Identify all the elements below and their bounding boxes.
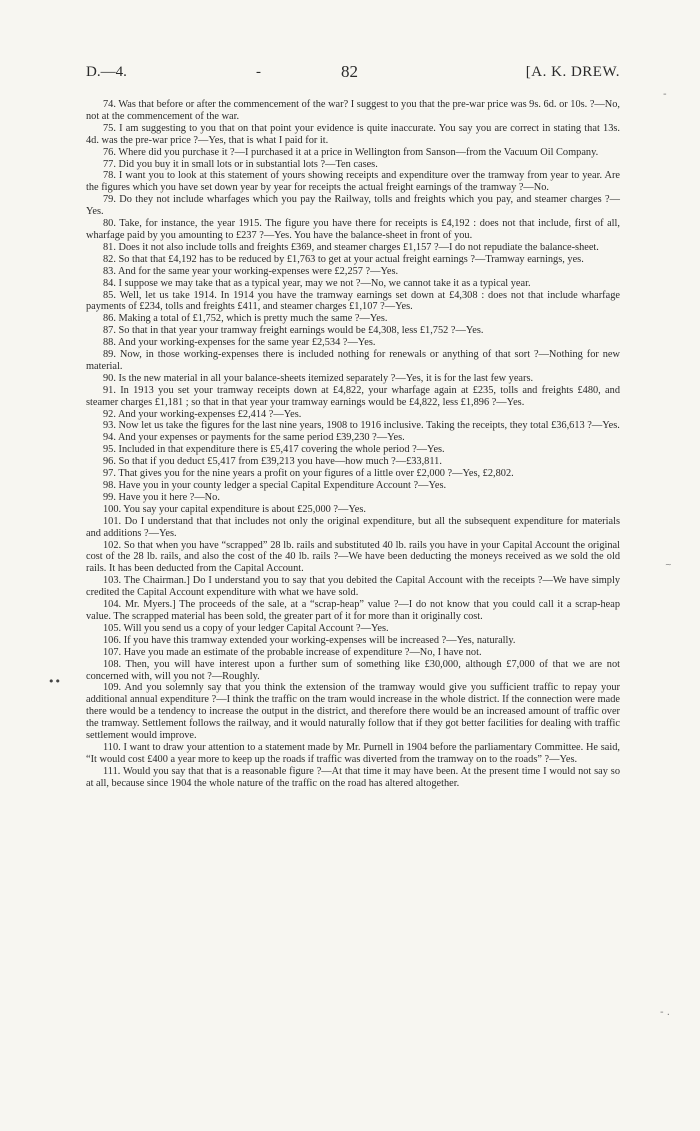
testimony-paragraph: 103. The Chairman.] Do I understand you to say that you debited the Capital Account with the receipts ?—We have simply credited the Capital Account expenditure with what we have sold. — [86, 575, 620, 599]
margin-mark: - — [663, 89, 667, 100]
testimony-paragraph: 90. Is the new material in all your balance-sheets itemized separately ?—Yes, it is for the last few years. — [103, 372, 534, 384]
margin-mark: - . — [660, 1007, 670, 1018]
testimony-paragraph: 109. And you solemnly say that you think the extension of the tramway would give you sufficient traffic to repay your additional annual expenditure ?—I think the traffic on the tram would increase in the whole district. If the connection were made there would be a tendency to increase the output in the district, and therefore there would be an increased amount of traffic over the tramway. Settlement follows the railway, and it would naturally follow that if they got better facilities for dealing with traffic settlement would improve. — [86, 682, 620, 742]
testimony-paragraph: 83. And for the same year your working-expenses were £2,257 ?—Yes. — [103, 265, 399, 277]
margin-mark: ~ — [665, 560, 672, 569]
testimony-paragraph: 89. Now, in those working-expenses there is included nothing for renewals or anything of that sort ?—Nothing for new material. — [86, 349, 620, 372]
margin-mark: •• — [48, 675, 61, 688]
testimony-paragraph: 93. Now let us take the figures for the last nine years, 1908 to 1916 inclusive. Taking the receipts, they total £36,613 ?—Yes. — [103, 420, 620, 432]
testimony-paragraph: 98. Have you in your county ledger a special Capital Expenditure Account ?—Yes. — [103, 480, 447, 491]
testimony-paragraph: 111. Would you say that that is a reasonable figure ?—At that time it may have been. At the present time I would not say so at all, because since 1904 the whole nature of the traffic on the road has altered altogether. — [86, 765, 620, 789]
testimony-paragraph: 97. That gives you for the nine years a profit on your figures of a little over £2,000 ?—Yes, £2,802. — [103, 468, 514, 480]
testimony-paragraph: 107. Have you made an estimate of the probable increase of expenditure ?—No, I have not. — [103, 646, 482, 658]
testimony-paragraph: 85. Well, let us take 1914. In 1914 you have the tramway earnings set down at £4,308 : does not that include wharfage payments of £234, tolls and freights £411, and steamer charges £1,107 ?—Yes. — [86, 289, 620, 313]
page-number: 82 — [341, 62, 358, 81]
testimony-paragraph: 76. Where did you purchase it ?—I purchased it at a price in Wellington from Sanson—from the Vacuum Oil Company. — [103, 146, 599, 158]
testimony-paragraph: 78. I want you to look at this statement of yours showing receipts and expenditure over the tramway from year to year. Are the figures which you have set down year by year for receipts the actual freight earnings of the tramway ?—No. — [86, 170, 620, 194]
testimony-paragraph: 110. I want to draw your attention to a statement made by Mr. Purnell in 1904 before the parliamentary Committee. He said, “It would cost £400 a year more to keep up the roads if traffic was diverted from the tramway on to the roads” ?—Yes. — [86, 741, 620, 765]
testimony-paragraph: 100. You say your capital expenditure is about £25,000 ?—Yes. — [103, 503, 366, 515]
testimony-body — [86, 99, 620, 790]
testimony-paragraph: 81. Does it not also include tolls and freights £369, and steamer charges £1,157 ?—I do not repudiate the balance-sheet. — [103, 241, 599, 253]
testimony-paragraph: 82. So that that £4,192 has to be reduced by £1,763 to get at your actual freight earnings ?—Tramway earnings, yes. — [103, 253, 584, 265]
testimony-paragraph: 77. Did you buy it in small lots or in substantial lots ?—Ten cases. — [103, 158, 378, 170]
testimony-paragraph: 104. Mr. Myers.] The proceeds of the sale, at a “scrap-heap” value ?—I do not know that you could call it a scrap-heap value. The scrapped material has been sold, the greater part of it for more than it originally cost. — [86, 599, 620, 622]
testimony-paragraph: 84. I suppose we may take that as a typical year, may we not ?—No, we cannot take it as a typical year. — [103, 277, 531, 289]
testimony-paragraph: 74. Was that before or after the commencement of the war? I suggest to you that the pre-war price was 9s. 6d. or 10s. ?—No, not at the commencement of the war. — [86, 99, 620, 122]
testimony-paragraph: 94. And your expenses or payments for the same period £39,230 ?—Yes. — [103, 432, 405, 444]
testimony-paragraph: 96. So that if you deduct £5,417 from £39,213 you have—how much ?—£33,811. — [103, 456, 442, 468]
testimony-paragraph: 79. Do they not include wharfages which you pay the Railway, tolls and freights which you pay, and steamer charges ?—Yes. — [86, 194, 620, 218]
document-reference: D.—4. — [86, 64, 127, 80]
testimony-paragraph: 88. And your working-expenses for the same year £2,534 ?—Yes. — [103, 337, 376, 349]
testimony-paragraph: 95. Included in that expenditure there is £5,417 covering the whole period ?—Yes. — [103, 444, 445, 456]
testimony-paragraph: 99. Have you it here ?—No. — [103, 491, 220, 503]
testimony-paragraph: 101. Do I understand that that includes not only the original expenditure, but all the subsequent expenditure for materials and additions ?—Yes. — [86, 515, 620, 539]
testimony-paragraph: 105. Will you send us a copy of your ledger Capital Account ?—Yes. — [103, 622, 389, 634]
testimony-paragraph: 106. If you have this tramway extended your working-expenses will be increased ?—Yes, naturally. — [103, 634, 516, 646]
testimony-paragraph: 92. And your working-expenses £2,414 ?—Yes. — [103, 408, 302, 420]
page-header — [86, 64, 620, 86]
testimony-paragraph: 91. In 1913 you set your tramway receipts down at £4,822, your wharfage again at £235, tolls and freights £480, and steamer charges £1,181 ; so that in that year your tramway earnings would be £4,822, less £1,896 ?—Yes. — [86, 384, 620, 408]
witness-name: [A. K. DREW. — [525, 64, 620, 80]
testimony-paragraph: 87. So that in that year your tramway freight earnings would be £4,308, less £1,752 ?—Yes. — [103, 325, 484, 337]
testimony-paragraph: 80. Take, for instance, the year 1915. The figure you have there for receipts is £4,192 : does not that include, first of all, wharfage paid by you amounting to £237 ?—Yes. You have the balance-sheet in front of you. — [86, 218, 620, 241]
testimony-paragraph: 108. Then, you will have interest upon a further sum of something like £30,000, although £7,000 of that we are not concerned with, will you not ?—Roughly. — [86, 658, 620, 682]
testimony-paragraph: 102. So that when you have “scrapped” 28 lb. rails and substituted 40 lb. rails you have in your Capital Account the original cost of the 28 lb. rails, and also the cost of the 40 lb. rails ?—We have been deducting the moneys received as we sold the old rails. It has been deducted from the Capital Account. — [86, 539, 620, 575]
testimony-paragraph: 86. Making a total of £1,752, which is pretty much the same ?—Yes. — [103, 313, 388, 325]
testimony-paragraph: 75. I am suggesting to you that on that point your evidence is quite inaccurate. You say you are correct in stating that 13s. 4d. was the pre-war price ?—Yes, that is what I paid for it. — [86, 122, 620, 146]
header-separator: - — [256, 64, 261, 80]
